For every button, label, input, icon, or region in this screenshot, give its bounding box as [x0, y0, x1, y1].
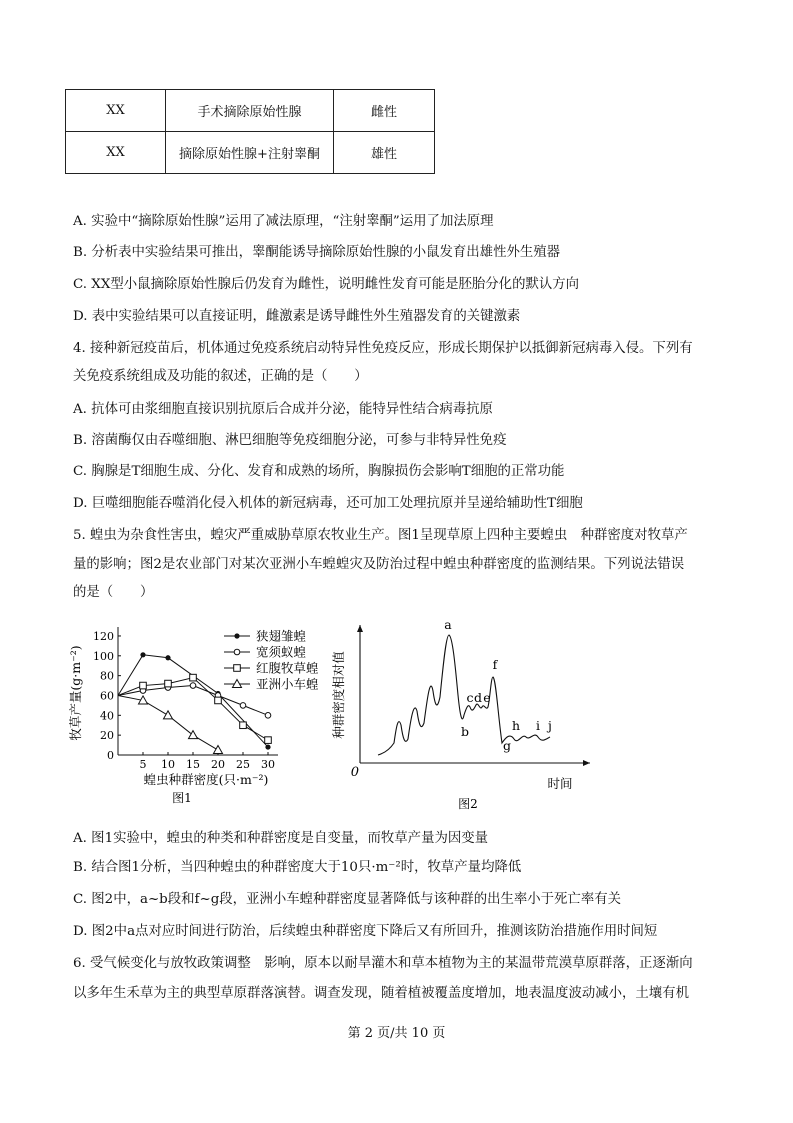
option-a: A. 实验中“摘除原始性腺”运用了减法原理，“注射睾酮”运用了加法原理 [73, 214, 494, 229]
x-tick-label: 10 [161, 758, 175, 771]
point-label: g [502, 738, 512, 753]
table-row [66, 90, 435, 132]
y-axis-label: 种群密度相对值 [331, 651, 346, 739]
figure-2 [331, 617, 590, 811]
figure-caption: 图2 [458, 797, 478, 811]
x-axis-label: 时间 [547, 776, 573, 791]
option-c: C. XX型小鼠摘除原始性腺后仍发育为雌性，说明雌性发育可能是胚胎分化的默认方向 [73, 277, 580, 292]
data-point [265, 713, 271, 719]
legend-label: 红腹牧草蝗 [256, 660, 319, 676]
option-d: D. 表中实验结果可以直接证明，雌激素是诱导雌性外生殖器发育的关键激素 [73, 309, 521, 324]
x-axis-arrow [583, 760, 590, 766]
table-cell: 雄性 [334, 132, 435, 174]
q5-option-c: C. 图2中，a~b段和f~g段，亚洲小车蝗种群密度显著降低与该种群的出生率小于死亡率有关 [73, 892, 621, 907]
x-tick-label: 30 [261, 758, 275, 771]
data-point [240, 722, 247, 729]
question-5-stem: 5. 蝗虫为杂食性害虫，蝗灾严重威胁草原农牧业生产。图1呈现草原上四种主要蝗虫 种群密度对牧草产 [73, 528, 688, 543]
legend-label: 宽须蚁蝗 [256, 644, 307, 660]
q5-option-a: A. 图1实验中，蝗虫的种类和种群密度是自变量，而牧草产量为因变量 [73, 831, 489, 846]
q4-option-a: A. 抗体可由浆细胞直接识别抗原后合成并分泌，能特异性结合病毒抗原 [73, 402, 493, 417]
y-tick-label: 100 [93, 649, 114, 663]
legend-marker [234, 649, 240, 655]
data-point [164, 711, 173, 719]
x-tick-label: 25 [236, 758, 250, 771]
data-point [140, 652, 145, 657]
table-cell: 手术摘除原始性腺 [166, 90, 334, 132]
x-axis-label: 蝗虫种群密度(只·m⁻²) [143, 772, 269, 787]
y-tick-label: 120 [93, 629, 114, 643]
q4-option-d: D. 巨噬细胞能吞噬消化侵入机体的新冠病毒，还可加工处理抗原并呈递给辅助性T细胞 [73, 496, 583, 511]
legend-marker [234, 665, 241, 672]
q5-option-b: B. 结合图1分析，当四种蝗虫的种群密度大于10只·m⁻²时，牧草产量均降低 [73, 860, 522, 875]
x-tick-label: 20 [211, 758, 225, 771]
question-4-stem: 4. 接种新冠疫苗后，机体通过免疫系统启动特异性免疫反应，形成长期保护以抵御新冠病毒入侵。下列有 [73, 341, 693, 356]
question-5-stem-end: 的是（ ） [73, 585, 154, 600]
table-cell: XX [66, 90, 166, 132]
legend-label: 狭翅雏蝗 [256, 628, 307, 644]
option-b: B. 分析表中实验结果可推出，睾酮能诱导摘除原始性腺的小鼠发育出雄性外生殖器 [73, 245, 561, 260]
experiment-table [65, 89, 435, 174]
question-5-stem-cont: 量的影响；图2是农业部门对某次亚洲小车蝗蝗灾及防治过程中蝗虫种群密度的监测结果。下列说法错误 [73, 557, 685, 572]
point-label: f [492, 657, 498, 672]
x-tick-label: 5 [139, 758, 147, 771]
y-tick-label: 60 [100, 689, 114, 703]
y-tick-label: 40 [100, 709, 114, 723]
point-label: a [444, 617, 452, 632]
point-label: d [473, 690, 483, 705]
point-label: i [536, 718, 540, 733]
y-tick-label: 80 [100, 669, 114, 683]
legend-marker [234, 633, 239, 638]
table-cell: XX [66, 132, 166, 174]
table-cell: 雌性 [334, 90, 435, 132]
data-point [214, 746, 223, 754]
question-6-stem-cont: 以多年生禾草为主的典型草原群落演替。调查发现，随着植被覆盖度增加，地表温度波动减小，土壤有机 [73, 986, 689, 1001]
point-label: h [511, 718, 521, 733]
question-4-stem-cont: 关免疫系统组成及功能的叙述，正确的是（ ） [73, 369, 368, 384]
figures [60, 615, 600, 815]
data-point [265, 744, 270, 749]
data-point [189, 731, 198, 739]
data-point [265, 737, 272, 744]
figure-caption: 图1 [172, 791, 192, 805]
data-point [215, 697, 222, 704]
q4-option-c: C. 胸腺是T细胞生成、分化、发育和成熟的场所，胸腺损伤会影响T细胞的正常功能 [73, 464, 565, 479]
data-point [140, 682, 147, 689]
point-label: e [483, 690, 491, 705]
y-axis-arrow [357, 625, 363, 632]
table-row [66, 132, 435, 174]
y-axis-label: 牧草产量(g·m⁻²) [68, 645, 83, 741]
point-label: c [466, 690, 474, 705]
table-cell: 摘除原始性腺+注射睾酮 [166, 132, 334, 174]
q4-option-b: B. 溶菌酶仅由吞噬细胞、淋巴细胞等免疫细胞分泌，可参与非特异性免疫 [73, 433, 507, 448]
point-label: b [460, 724, 470, 739]
data-point [165, 680, 172, 687]
series-line [118, 695, 218, 750]
question-6-stem: 6. 受气候变化与放牧政策调整 影响，原本以耐旱灌木和草本植物为主的某温带荒漠草原群落，正逐渐向 [73, 956, 693, 971]
data-point [190, 674, 197, 681]
y-tick-label: 20 [100, 729, 114, 743]
q5-option-d: D. 图2中a点对应时间进行防治，后续蝗虫种群密度下降后又有所回升，推测该防治措施作用时间短 [73, 924, 658, 939]
legend-label: 亚洲小车蝗 [256, 676, 319, 692]
y-tick-label: 0 [107, 749, 114, 762]
origin-label: 0 [350, 765, 359, 780]
data-point [190, 683, 196, 689]
figure-1 [68, 627, 319, 805]
x-tick-label: 15 [186, 758, 200, 771]
point-label: j [548, 718, 552, 733]
page-footer: 第 2 页/共 10 页 [347, 1026, 446, 1041]
data-point [240, 703, 246, 709]
data-point [165, 655, 170, 660]
